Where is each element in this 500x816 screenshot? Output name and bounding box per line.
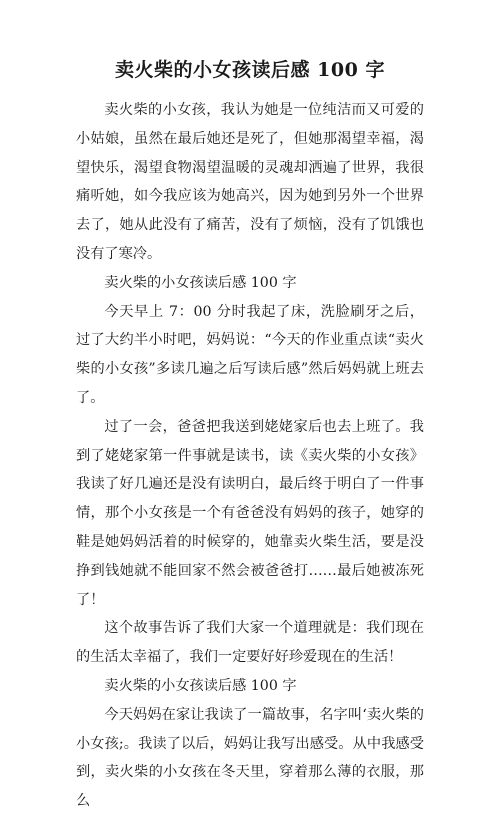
section-heading-2: 卖火柴的小女孩读后感 100 字 <box>104 677 297 694</box>
section-heading-1: 卖火柴的小女孩读后感 100 字 <box>104 274 297 291</box>
paragraph-4: 这个故事告诉了我们大家一个道理就是：我们现在的生活太幸福了，我们一定要好好珍爱现在的生活！ <box>76 620 424 666</box>
paragraph-1: 卖火柴的小女孩，我认为她是一位纯洁而又可爱的小姑娘，虽然在最后她还是死了，但她那渴望幸福，渴望快乐，渴望食物渴望温暖的灵魂却洒遍了世界，我很痛听她，如今我应该为她高兴，因为她到另外一个世界去了，她从此没有了痛苦，没有了烦恼，没有了饥饿也没有了寒冷。 <box>76 102 424 262</box>
paragraph-2: 今天早上 7：00 分时我起了床，洗脸刷牙之后，过了大约半小时吧，妈妈说：“今天的作业重点读“卖火柴的小女孩”多读几遍之后写读后感”然后妈妈就上班去了。 <box>76 303 424 406</box>
paragraph-3: 过了一会，爸爸把我送到姥姥家后也去上班了。我到了姥姥家第一件事就是读书，读《卖火柴的小女孩》我读了好几遍还是没有读明白，最后终于明白了一件事情，那个小女孩是一个有爸爸没有妈妈的孩子，她穿的鞋是她妈妈活着的时候穿的，她靠卖火柴生活，要是没挣到钱她就不能回家不然会被爸爸打……最后她被冻死了！ <box>76 418 424 608</box>
paragraph-5: 今天妈妈在家让我读了一篇故事，名字叫‘卖火柴的小女孩;。我读了以后，妈妈让我写出感受。从中我感受到，卖火柴的小女孩在冬天里，穿着那么薄的衣服，那么 <box>76 706 424 810</box>
document-title: 卖火柴的小女孩读后感 100 字 <box>115 59 385 81</box>
